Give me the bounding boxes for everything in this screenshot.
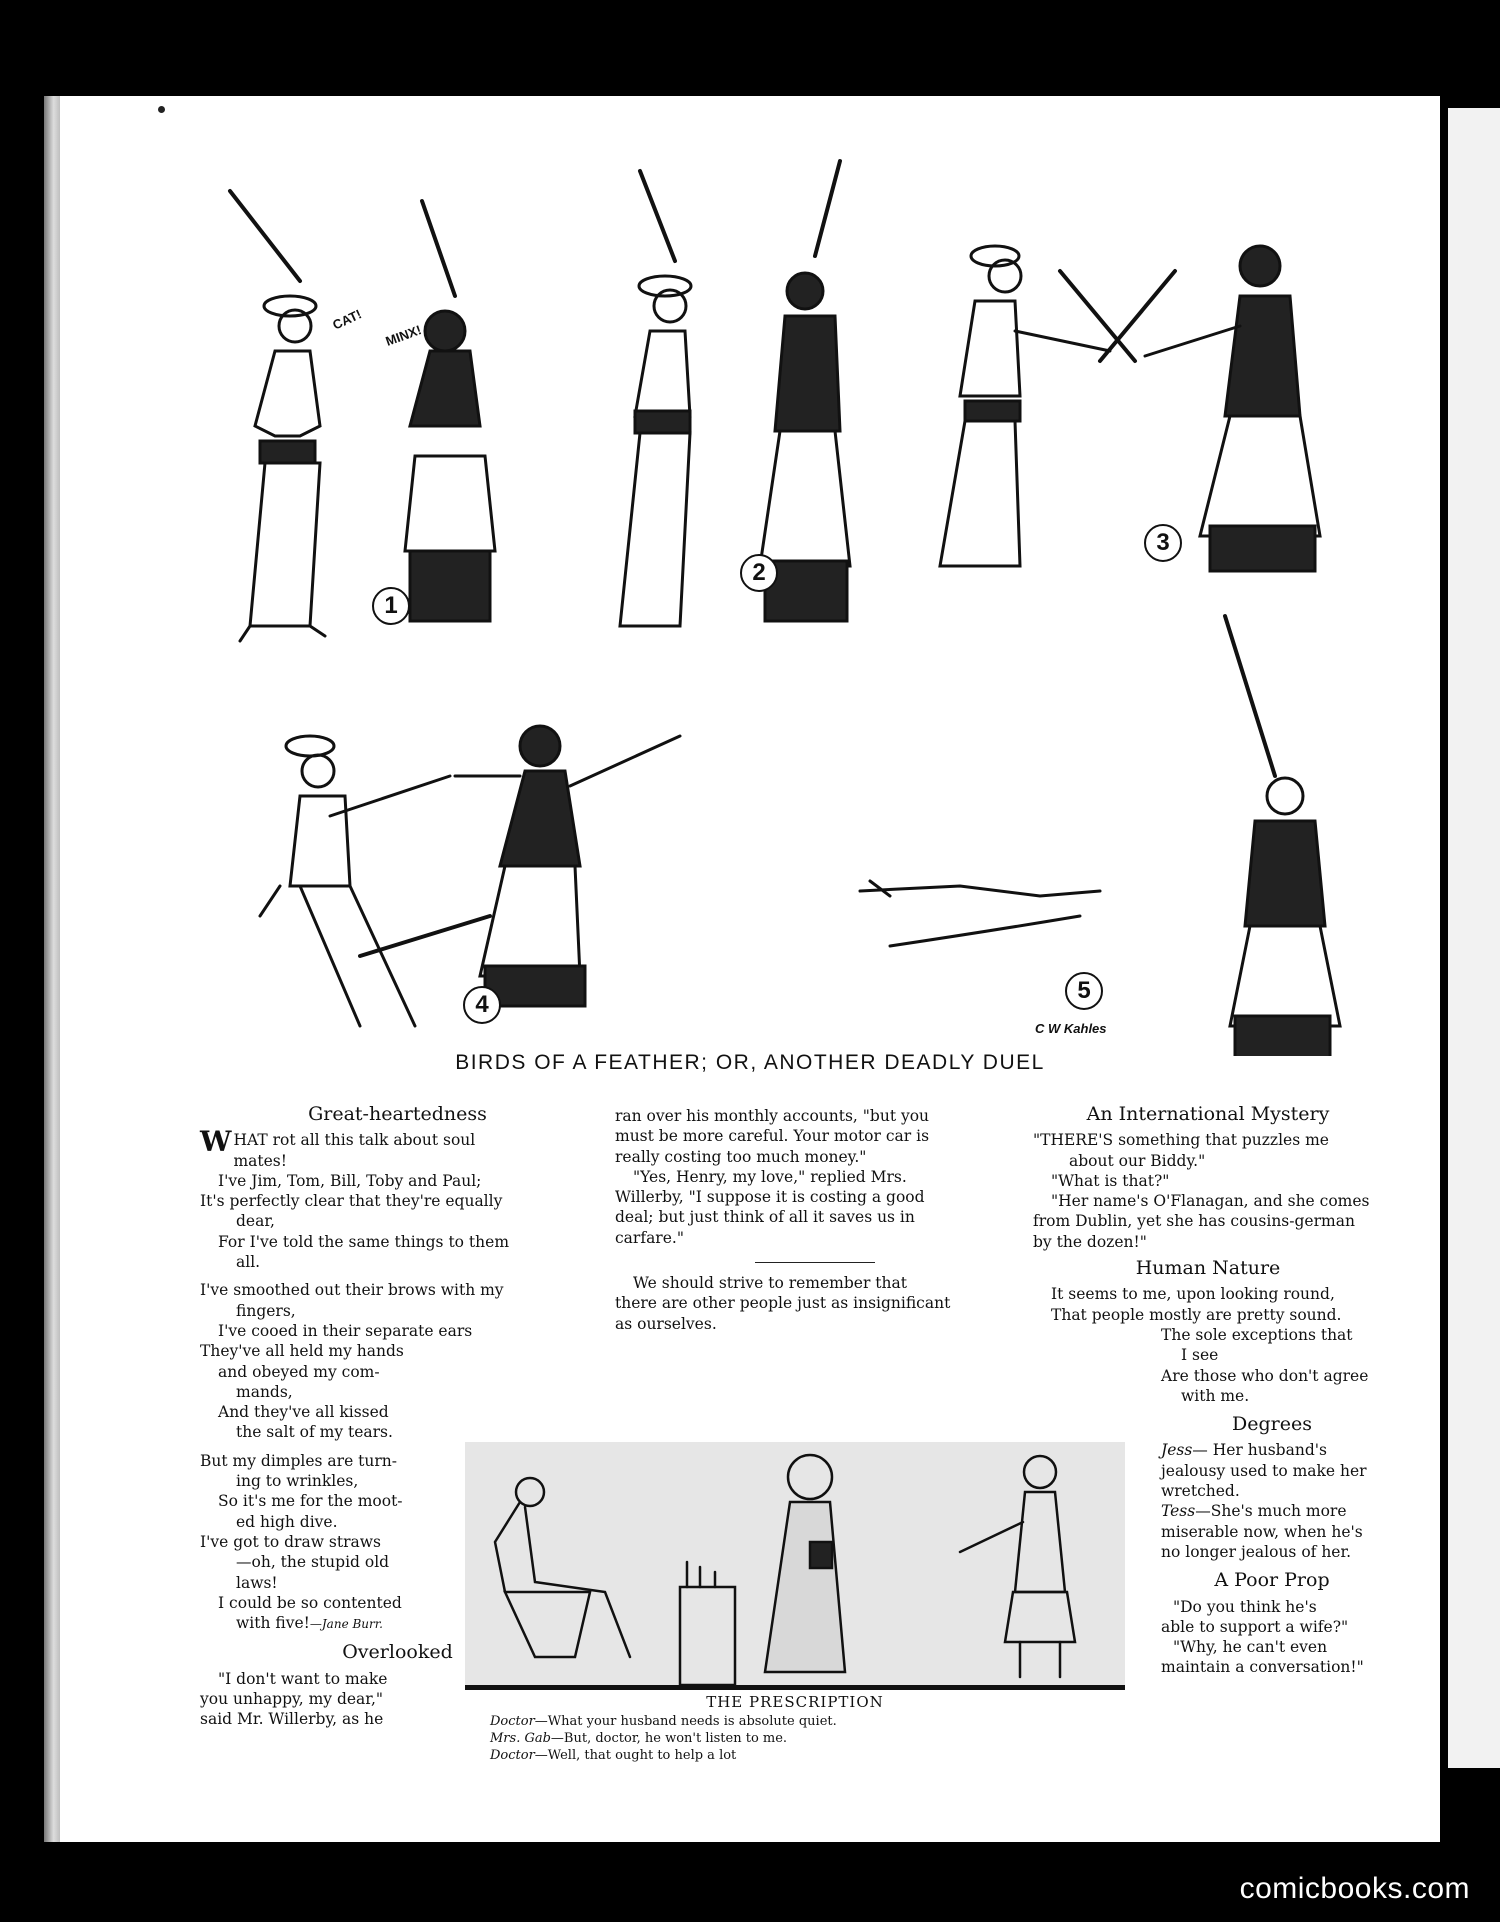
facing-page-edge (1448, 108, 1500, 1768)
caption-title: THE PRESCRIPTION (706, 1693, 884, 1711)
prescription-drawing (465, 1442, 1125, 1690)
comic-headline: BIRDS OF A FEATHER; OR, ANOTHER DEADLY DUEL (455, 1051, 1045, 1074)
poem-title: Great-heartedness (308, 1103, 487, 1125)
panel-number-1: 1 (372, 587, 410, 625)
prescription-illustration (465, 1442, 1125, 1690)
column-right: An International Mystery "THERE'S something that puzzles me about our Biddy." "What is that?" "Her name's O'Flanagan, and she comes from Dublin, yet she has cousins-german by the dozen!" Human Nature It seems to me, upon looking round, That people mostly are pretty sound. The sole exceptions that I see Are those who don't agree with me. Degrees Jess— Her husband's jealousy used to make her wretched. Tess—She's much more miserable now, when he's no longer jealous of her. A Poor Prop "Do you think he's able to support a wife?" "Why, he can't even maintain a conversation!" (1033, 1104, 1383, 1678)
speech-cat: CAT! (330, 306, 364, 333)
column-middle: ran over his monthly accounts, "but you must be more careful. Your motor car is really costing too much money." "Yes, Henry, my love," replied Mrs. Willerby, "I suppose it is costing a good deal; but just think of all it saves us in carfare." We should strive to remember that there are other people just as insignificant as ourselves. (615, 1107, 951, 1333)
nature-title: Human Nature (1135, 1257, 1281, 1280)
artist-signature: C W Kahles (1035, 1021, 1107, 1036)
site-watermark: comicbooks.com (1239, 1872, 1470, 1905)
story-title: Overlooked (342, 1641, 453, 1664)
drop-cap: W (200, 1125, 232, 1159)
panel-3-drawing (940, 246, 1320, 571)
speech-minx: MINX! (383, 322, 424, 349)
poem-author: —Jane Burr. (309, 1617, 383, 1632)
panel-number-5: 5 (1065, 972, 1103, 1010)
magazine-page (60, 96, 1440, 1842)
mystery-title: An International Mystery (1086, 1103, 1330, 1125)
panel-1-drawing (230, 191, 495, 641)
degrees-title: Degrees (1232, 1413, 1312, 1436)
panel-number-3: 3 (1144, 524, 1182, 562)
panel-number-2: 2 (740, 554, 778, 592)
prescription-caption: THE PRESCRIPTION Doctor—What your husband needs is absolute quiet. Mrs. Gab—But, doctor, he won't listen to me. Doctor—Well, that ought to help a lot (490, 1694, 1100, 1764)
panel-4-drawing (260, 726, 680, 1026)
column-left: Great-heartedness WHAT rot all this talk about soul mates! I've Jim, Tom, Bill, Toby and Paul; It's perfectly clear that they're equally dear, For I've told the same things to them all. I've smoothed out their brows with my fingers, I've cooed in their separate ears They've all held my hands and obeyed my com- mands, And they've all kissed the salt of my tears. But my dimples are turn- ing to wrinkles, So it's me for the moot- ed high dive. I've got to draw straws —oh, the stupid old laws! I could be so contented with five!—Jane Burr. Overlooked "I don't want to make you unhappy, my dear," said Mr. Willerby, as he (200, 1104, 595, 1730)
prop-title: A Poor Prop (1214, 1569, 1330, 1592)
divider-rule (755, 1262, 875, 1263)
panel-2-drawing (620, 161, 850, 626)
panel-number-4: 4 (463, 986, 501, 1024)
illustration-floor (465, 1685, 1125, 1690)
